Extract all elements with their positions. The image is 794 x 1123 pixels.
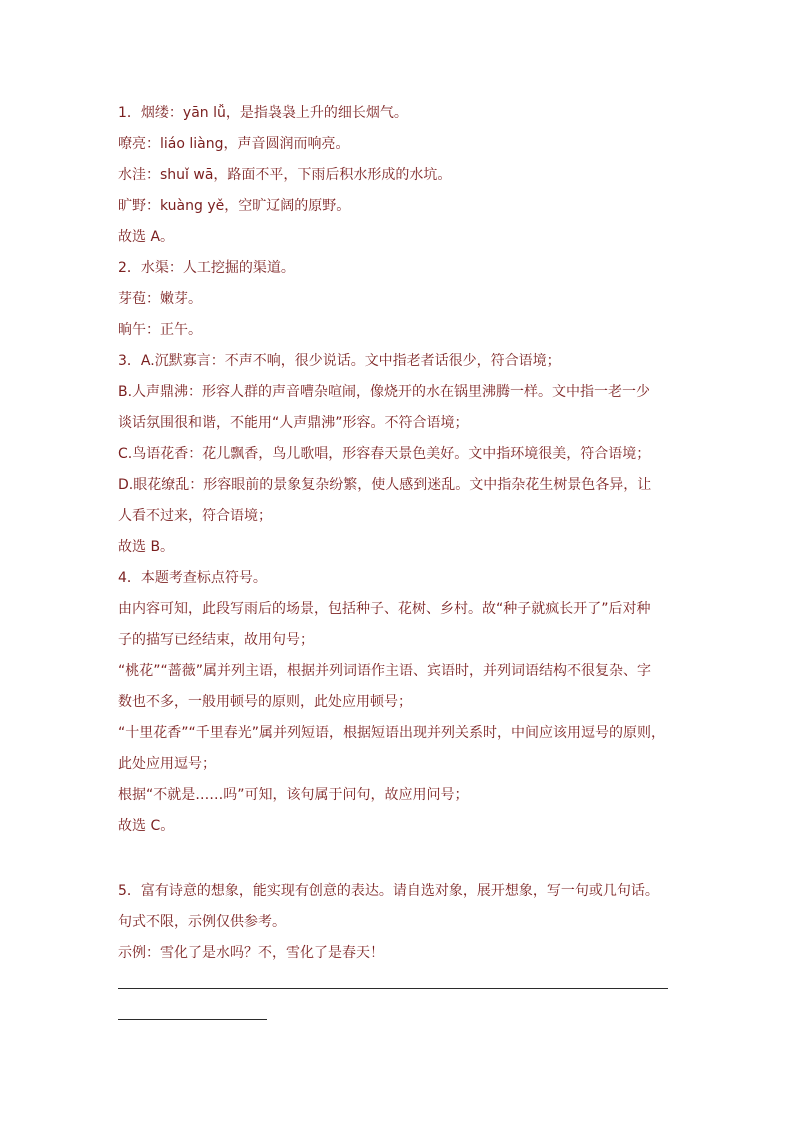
answer-blank-line[interactable] <box>118 1000 678 1031</box>
text-line: 2．水渠：人工挖掘的渠道。 <box>118 260 295 276</box>
question-5 <box>118 876 678 1031</box>
answer-document <box>118 98 678 1031</box>
text-line: 1．烟缕：yān lǚ，是指袅袅上升的细长烟气。 <box>118 105 408 121</box>
text-line: D.眼花缭乱：形容眼前的景象复杂纷繁，使人感到迷乱。文中指杂花生树景色各异，让 <box>118 477 652 493</box>
text-line: 嘹亮：liáo liàng，声音圆润而响亮。 <box>118 136 350 152</box>
text-line: 晌午：正午。 <box>118 322 202 338</box>
text-line: 由内容可知，此段写雨后的场景，包括种子、花树、乡村。故“种子就疯长开了”后对种 <box>118 601 651 617</box>
text-line: 故选 C。 <box>118 818 175 834</box>
text-line: “十里花香”“千里春光”属并列短语，根据短语出现并列关系时，中间应该用逗号的原则， <box>118 725 666 741</box>
text-line: 旷野：kuàng yě，空旷辽阔的原野。 <box>118 198 351 214</box>
text-line: 4．本题考查标点符号。 <box>118 570 267 586</box>
question-5-prompt: 5．富有诗意的想象，能实现有创意的表达。请自选对象，展开想象，写一句或几句话。 <box>118 883 659 899</box>
text-line: 数也不多，一般用顿号的原则，此处应用顿号； <box>118 694 412 710</box>
text-line: 子的描写已经结束，故用句号； <box>118 632 314 648</box>
text-line: 3．A.沉默寡言：不声不响，很少说话。文中指老者话很少，符合语境； <box>118 353 561 369</box>
section-gap <box>118 842 678 876</box>
text-line: 水洼：shuǐ wā，路面不平，下雨后积水形成的水坑。 <box>118 167 452 183</box>
question-5-example: 示例：雪化了是水吗？不，雪化了是春天！ <box>118 945 384 961</box>
text-line: 根据“不就是……吗”可知，该句属于问句，故应用问号； <box>118 787 469 803</box>
text-line: 谈话氛围很和谐，不能用“人声鼎沸”形容。不符合语境； <box>118 415 469 431</box>
text-line: B.人声鼎沸：形容人群的声音嘈杂喧闹，像烧开的水在锅里沸腾一样。文中指一老一少 <box>118 384 651 400</box>
text-line: C.鸟语花香：花儿飘香，鸟儿歌唱，形容春天景色美好。文中指环境很美，符合语境； <box>118 446 651 462</box>
answer-explanations <box>118 98 678 842</box>
text-line: 人看不过来，符合语境； <box>118 508 272 524</box>
text-line: 故选 B。 <box>118 539 175 555</box>
question-5-note: 句式不限，示例仅供参考。 <box>118 914 286 930</box>
text-line: 芽苞：嫩芽。 <box>118 291 202 307</box>
text-line: 此处应用逗号； <box>118 756 216 772</box>
text-line: “桃花”“蔷薇”属并列主语，根据并列词语作主语、宾语时，并列词语结构不很复杂、字 <box>118 663 652 679</box>
text-line: 故选 A。 <box>118 229 175 245</box>
answer-blank-line[interactable] <box>118 969 678 1000</box>
